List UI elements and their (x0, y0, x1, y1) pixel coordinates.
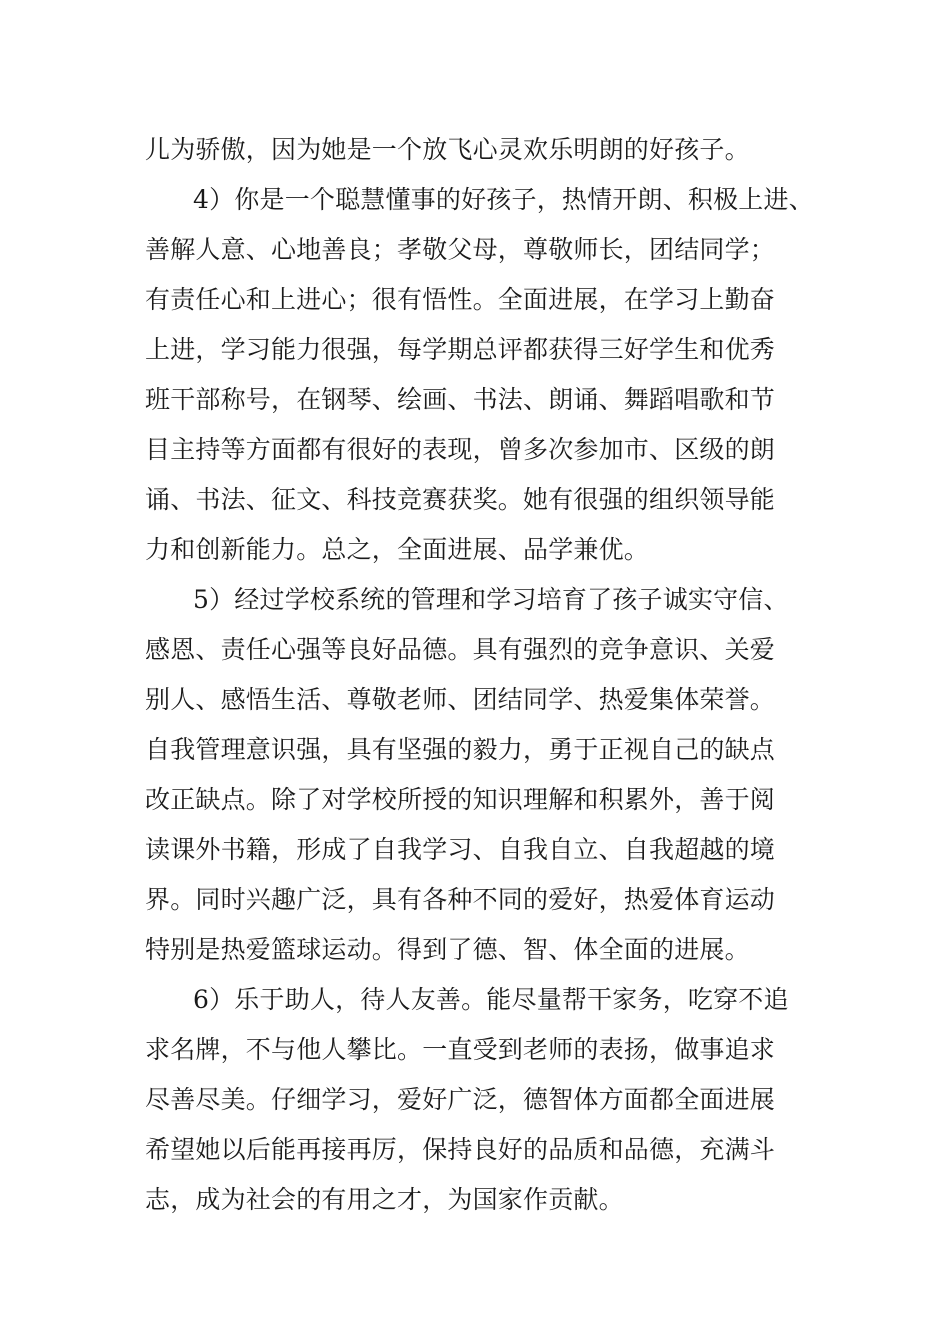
text-line: 力和创新能力。总之，全面进展、品学兼优。 (145, 535, 650, 564)
text-line: 班干部称号，在钢琴、绘画、书法、朗诵、舞蹈唱歌和节 (145, 385, 776, 414)
text-line: 目主持等方面都有很好的表现，曾多次参加市、区级的朗 (145, 435, 776, 464)
text-line: 自我管理意识强，具有坚强的毅力，勇于正视自己的缺点 (145, 735, 776, 764)
text-line: 志，成为社会的有用之才，为国家作贡献。 (145, 1185, 624, 1214)
paragraph-4-start: 4）你是一个聪慧懂事的好孩子，热情开朗、积极上进、 (193, 185, 814, 214)
text-line: 有责任心和上进心；很有悟性。全面进展，在学习上勤奋 (145, 285, 776, 314)
text-line: 特别是热爱篮球运动。得到了德、智、体全面的进展。 (145, 935, 750, 964)
paragraph-5-start: 5）经过学校系统的管理和学习培育了孩子诚实守信、 (193, 585, 789, 614)
paragraph-6-start: 6）乐于助人，待人友善。能尽量帮干家务，吃穿不追 (193, 985, 789, 1014)
text-line: 诵、书法、征文、科技竞赛获奖。她有很强的组织领导能 (145, 485, 776, 514)
text-line: 求名牌，不与他人攀比。一直受到老师的表扬，做事追求 (145, 1035, 776, 1064)
text-line: 上进，学习能力很强，每学期总评都获得三好学生和优秀 (145, 335, 776, 364)
text-line: 别人、感悟生活、尊敬老师、团结同学、热爱集体荣誉。 (145, 685, 776, 714)
text-line: 读课外书籍，形成了自我学习、自我自立、自我超越的境 (145, 835, 776, 864)
text-line: 儿为骄傲，因为她是一个放飞心灵欢乐明朗的好孩子。 (145, 135, 750, 164)
text-line: 希望她以后能再接再厉，保持良好的品质和品德，充满斗 (145, 1135, 776, 1164)
text-line: 善解人意、心地善良；孝敬父母，尊敬师长，团结同学； (145, 235, 776, 264)
text-line: 感恩、责任心强等良好品德。具有强烈的竞争意识、关爱 (145, 635, 776, 664)
text-line: 尽善尽美。仔细学习，爱好广泛，德智体方面都全面进展 (145, 1085, 776, 1114)
text-line: 界。同时兴趣广泛，具有各种不同的爱好，热爱体育运动 (145, 885, 776, 914)
text-line: 改正缺点。除了对学校所授的知识理解和积累外，善于阅 (145, 785, 776, 814)
